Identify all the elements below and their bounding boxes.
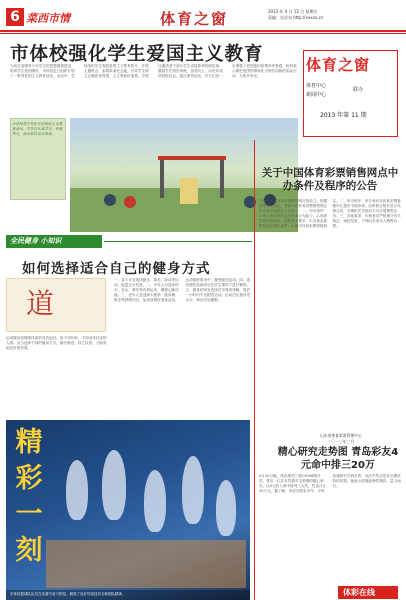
signature-organization: 山东省体育彩票管理中心 — [320, 433, 362, 438]
court-floor — [46, 540, 246, 588]
fitness-section-rule — [104, 241, 252, 242]
player-figure — [216, 480, 236, 536]
header-rule-thin — [0, 33, 406, 34]
calligraphy-illustration — [6, 278, 106, 332]
lottery-notice-signature — [320, 433, 362, 445]
player-figure — [182, 456, 204, 524]
fitness-section-banner: 全民健身 小知识 — [6, 235, 102, 248]
fitness-article-title: 如何选择适合自己的健身方式 — [22, 261, 211, 277]
lottery-notice-body: 为规范中国体育彩票销售网点的设立，根据国家有关规定，现将中国体育彩票销售网点申办条件及程序公告如下：一、申办条件：1.申办者应具有完全民事行为能力；2.有固定的经营场所，面积符合要求；3.具备必要的资金及通讯条件；4.遵守体育彩票管理规定。二、申办程序：申办者向市体育彩票管理中心提出书面申请，经审核合格后签订代销合同，办理相关手续后方可开展销售业务。三、其他事项：代销者应严格遵守有关规定，诚信经营，不得向未成年人销售彩票。 — [259, 199, 401, 228]
jackpot-news-body: 4月10日晚，体彩排列三第13096期开奖，青岛一位彩友凭借对走势图的精心研究，以4元投入命中排列三大奖，奖金共计20万元。据了解，该彩友购彩多年，平时喜欢研究号码走势，此次中奖正是其长期坚持的结果。他表示将继续理性购彩，量力而行。 — [259, 474, 401, 493]
lottery-online-badge: 体彩在线 — [338, 586, 398, 599]
fitness-article-body: 一、青少年宜选择跑步、球类、游泳等运动，促进生长发育。二、中年人可选择快走、登山、骑车等有氧运动，增强心肺功能。三、老年人宜选择太极拳、健身操、散步等舒缓项目，运动前做好准备活动，运动强度要适中，避免剧烈运动。四、患有慢性疾病者应在医生指导下进行锻炼。五、健身时间宜选择在早晨或傍晚，饭后一小时内不宜剧烈运动，运动后注意补充水分，保证充足睡眠。 — [114, 278, 251, 302]
issue-editor-line: 责编：吴京东 http://xxxxx.cn — [268, 15, 324, 20]
column-divider — [254, 140, 255, 600]
photo-feature-title: 精彩一刻 — [15, 427, 43, 566]
signature-date: 二〇一三年三月 — [327, 439, 355, 444]
column-issue-number: 2013 年第 11 期 — [320, 112, 367, 119]
main-article-body: 为切实加强青少年学生的思想道德建设，培养学生爱国情怀，市体校近日组织开展了一系列爱国主义教育活动。活动中，学校组织学生观看爱国主义教育影片，开展主题班会，参观革命纪念地，引导学生树立正确的世界观、人生观和价值观。学校还邀请老干部为学生讲述革命传统故事，激励学生刻苦训练、奋发向上，以优异成绩回报社会。通过系列活动，学生们进一步增强了爱国意识和集体荣誉感，纷纷表示要把爱国热情转化为刻苦训练的实际行动，为家乡争光。 — [10, 64, 297, 78]
issue-info — [268, 9, 323, 21]
calligraphy-glyph: 道 — [26, 287, 55, 320]
cosponsor-label: 联办 — [353, 87, 364, 93]
column-brand: 体育之窗 — [306, 56, 371, 74]
main-headline: 市体校强化学生爱国主义教育 — [10, 44, 264, 65]
column-sponsors — [306, 82, 326, 100]
player-figure — [144, 470, 166, 532]
page-number: 6 — [6, 8, 24, 26]
section-name: 菜西市情 — [26, 12, 70, 25]
issue-date-line: 2013 年 4 月 12 日 星期五 — [268, 9, 318, 14]
sponsor-news-center: 新闻中心 — [306, 92, 327, 98]
sponsor-sports-center: 体育中心 — [306, 83, 327, 89]
player-figure — [66, 460, 88, 520]
header-rule — [0, 30, 406, 32]
page-title: 体育之窗 — [160, 10, 229, 28]
player-figure — [102, 450, 126, 520]
photo-caption: 市体校青少年在开展爱国主义教育活动，学生们认真学习，积极参与，活动取得良好效果。 — [12, 122, 63, 136]
lottery-notice-title: 关于中国体育彩票销售网点中办条件及程序的公告 — [261, 167, 399, 192]
bottom-photo-caption: 市体校篮球队队员在比赛中奋力拼抢，展现了良好的竞技状态和团队精神。 — [6, 590, 250, 600]
fitness-article-intro: 运动健身是增强体质的有效途径。但不同年龄、不同身体状况的人群，应当选择不同的健身方式，循序渐进，持之以恒，才能收到良好的效果。 — [6, 336, 107, 350]
jackpot-news-title: 精心研究走势图 青岛彩友4元命中排三20万 — [277, 447, 399, 471]
